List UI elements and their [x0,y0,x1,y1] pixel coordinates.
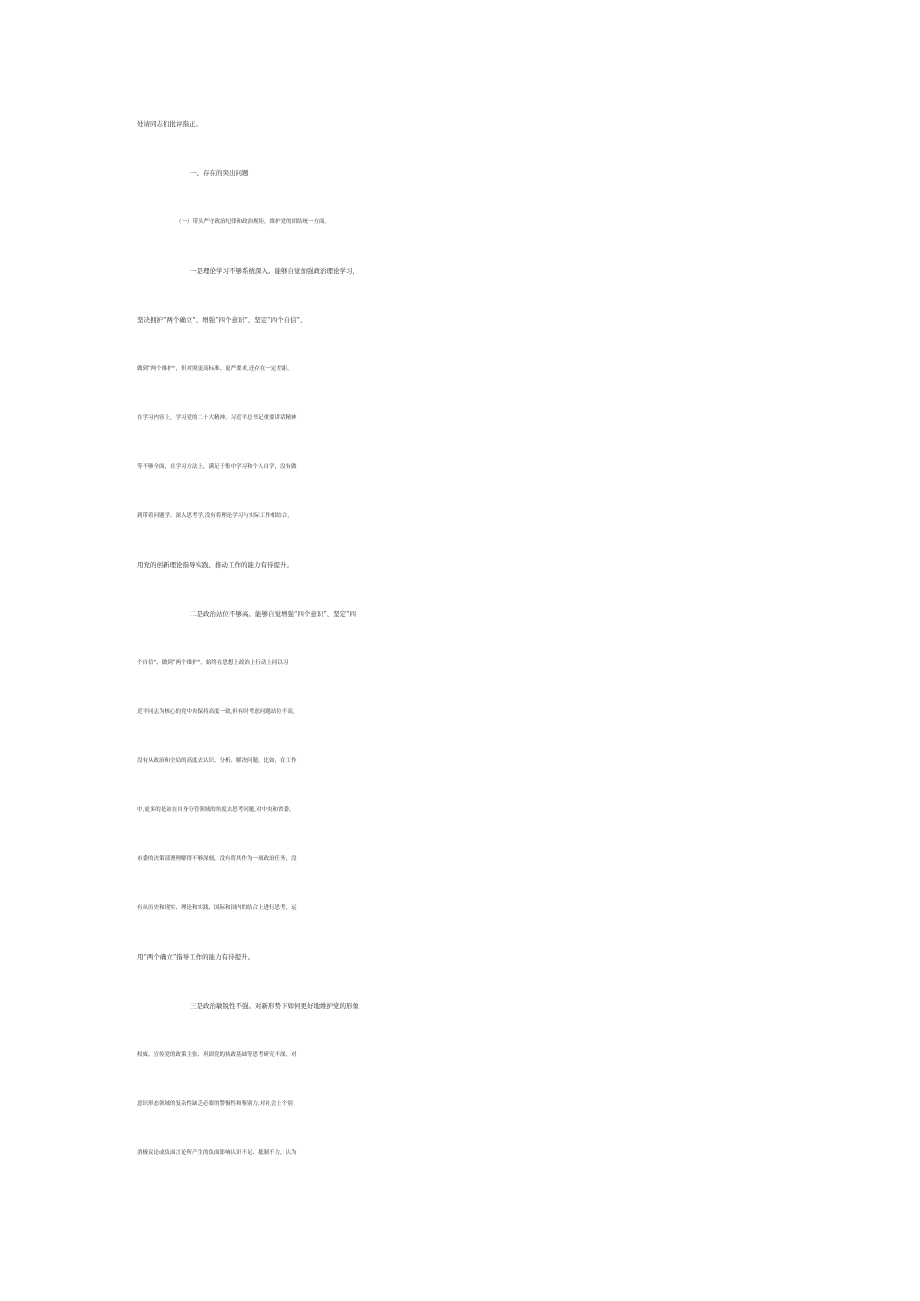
text-line: 用党的创新理论指导实践、推动工作的能力有待提升。 [137,561,293,569]
text-line: 到带着问题学、深入思考学,没有将理论学习与实际工作相结合， [137,513,293,519]
text-line: 中,更多的是站在自身分管领域的角度去思考问题,对中央和省委、 [137,807,295,813]
text-line: 权威、宣传党的政策主张、巩固党的执政基础等思考研究不深，对 [137,1052,297,1058]
text-line: 有从历史和现实、理论和实践、国际和国内的结合上进行思考，运 [137,905,297,911]
text-line: 个自信”、做到“两个维护”，始终在思想上政治上行动上同以习 [137,660,289,666]
text-line: 意识形态领域的复杂性缺乏必要的警惕性和鉴别力,对社会上个别 [137,1101,293,1107]
section-heading: 一、存在的突出问题 [190,169,249,177]
text-line: 做到“两个维护”，但对照更高标准、更严要求,还存在一定差距。 [137,366,293,372]
text-line: 消极议论或负面言论所产生的负面影响认识不足、抵制不力，认为 [137,1150,297,1156]
text-line: 用“两个确立”指导工作的能力有待提升。 [137,953,255,961]
text-line: 没有从政治和全局的高度去认识、分析、解决问题。比如，在工作 [137,758,297,764]
text-line: 二是政治站位不够高。能够自觉增强“四个意识”、坚定“四 [190,610,356,618]
text-line: 一是理论学习不够系统深入。能够自觉加强政治理论学习， [190,267,359,275]
text-line: 市委的决策部署理解得不够深刻，没有将其作为一项政治任务，没 [137,856,297,862]
text-line: 在学习内容上，学习党的二十大精神、习近平总书记重要讲话精神 [137,415,297,421]
text-line: 近平同志为核心的党中央保持高度一致,但有时考虑问题站位不高, [137,709,295,715]
text-line: 处请同志们批评指正。 [137,120,202,128]
text-line: 坚决拥护“两个确立”、增强“四个意识”、坚定“四个自信”、 [137,316,307,324]
text-line: 三是政治敏锐性不强。对新形势下如何更好地维护党的形象 [190,1002,359,1010]
text-line: 等不够全面，在学习方法上，满足于集中学习和个人自学，没有做 [137,464,297,470]
subsection-heading: （一）带头严守政治纪律和政治规矩，维护党的团结统一方面。 [176,219,331,225]
